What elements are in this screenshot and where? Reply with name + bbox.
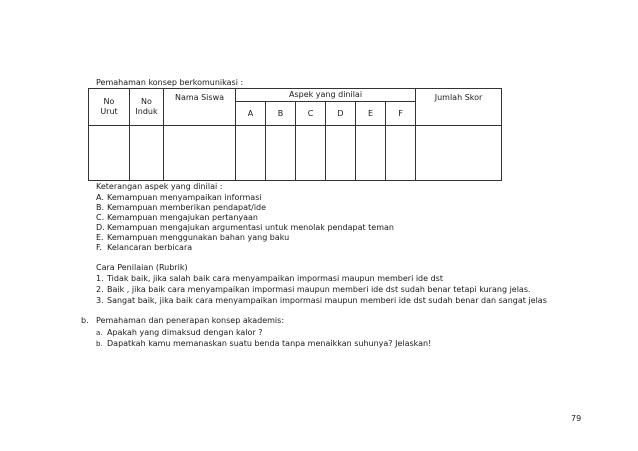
rubrik-title: Cara Penilaian (Rubrik) [96, 263, 188, 272]
header-aspek-a: A [236, 102, 266, 126]
section-b-heading: b. Pemahaman dan penerapan konsep akademis: [81, 316, 285, 325]
keterangan-title: Keterangan aspek yang dinilai : [96, 182, 223, 191]
list-item: 1. Tidak baik, jika salah baik cara menyampaikan impormasi maupun memberi ide dst [96, 274, 443, 283]
header-aspek-c: C [296, 102, 326, 126]
page-number: 79 [571, 414, 582, 423]
list-item: D. Kemampuan mengajukan argumentasi untuk menolak pendapat teman [96, 223, 394, 232]
header-aspek-e: E [356, 102, 386, 126]
list-item: B. Kemampuan memberikan pendapat/ide [96, 203, 267, 212]
header-no-urut: No Urut [89, 89, 130, 126]
header-jumlah-skor: Jumlah Skor [416, 89, 502, 126]
list-item: 2. Baik , jika baik cara menyampaikan impormasi maupun memberi ide dst sudah benar tetapi kurang jelas. [96, 285, 531, 294]
assessment-table [88, 88, 502, 181]
table-row [89, 126, 502, 181]
list-item: b. Dapatkah kamu memanaskan suatu benda tanpa menaikkan suhunya? Jelaskan! [96, 339, 432, 348]
header-aspek-b: B [266, 102, 296, 126]
list-item: 3. Sangat baik, jika baik cara menyampaikan impormasi maupun memberi ide dst sudah benar dan sangat jelas [96, 296, 547, 305]
list-item: C. Kemampuan mengajukan pertanyaan [96, 213, 258, 222]
list-item: F. Kelancaran berbicara [96, 243, 193, 252]
header-no-induk: No Induk [130, 89, 164, 126]
header-aspek: Aspek yang dinilai [236, 89, 416, 102]
header-nama-siswa: Nama Siswa [164, 89, 236, 126]
list-item: a. Apakah yang dimaksud dengan kalor ? [96, 328, 263, 337]
list-item: A. Kemampuan menyampaikan informasi [96, 193, 262, 202]
list-item: E. Kemampuan menggunakan bahan yang baku [96, 233, 290, 242]
section-title: Pemahaman konsep berkomunikasi : [96, 78, 244, 87]
header-aspek-f: F [386, 102, 416, 126]
header-aspek-d: D [326, 102, 356, 126]
